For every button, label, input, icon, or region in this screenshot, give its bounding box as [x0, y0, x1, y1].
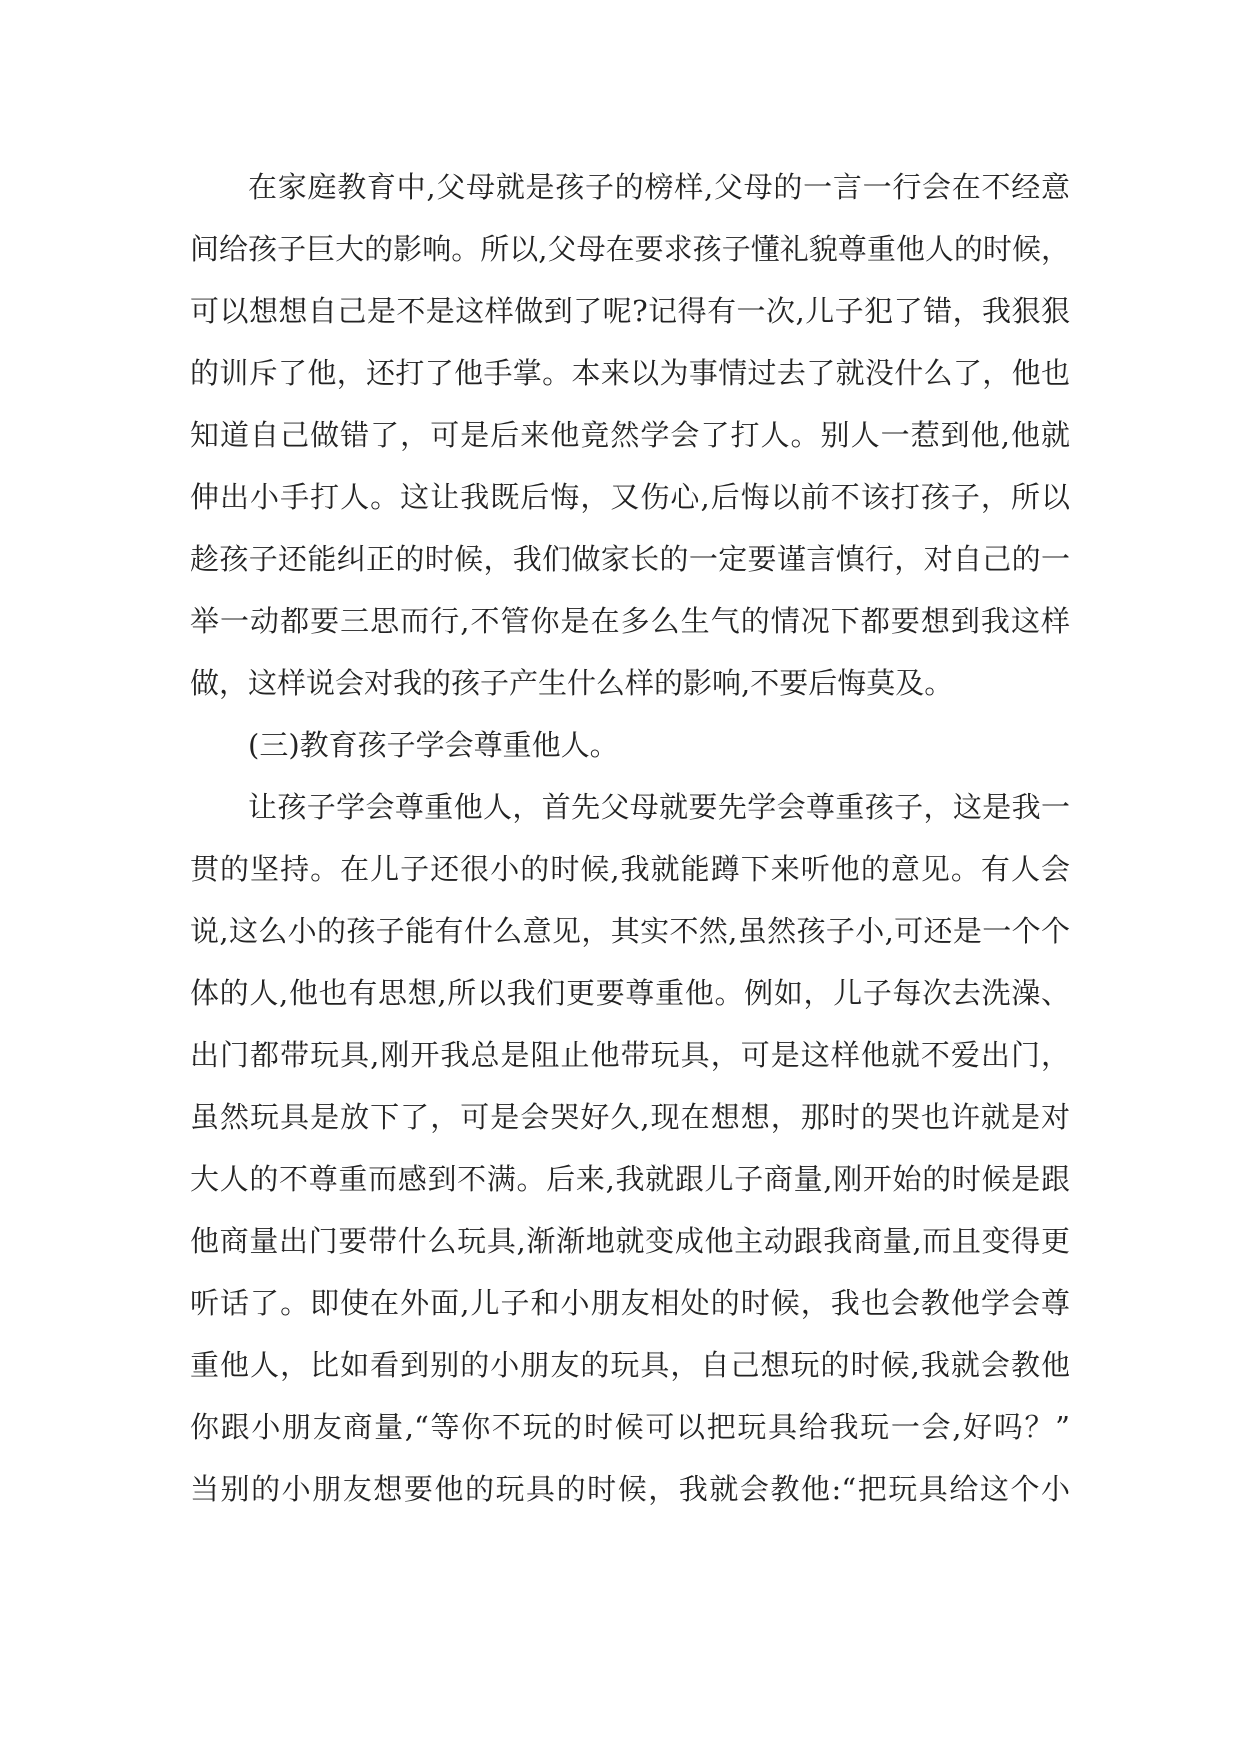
- text-line: 贯的坚持。在儿子还很小的时候,我就能蹲下来听他的意见。有人会: [190, 852, 1070, 886]
- text-line: 在家庭教育中,父母就是孩子的榜样,父母的一言一行会在不经意: [248, 170, 1070, 204]
- text-line: 知道自己做错了，可是后来他竟然学会了打人。别人一惹到他,他就: [190, 418, 1070, 452]
- text-line: 重他人，比如看到别的小朋友的玩具，自己想玩的时候,我就会教他: [190, 1348, 1070, 1382]
- text-line: 让孩子学会尊重他人，首先父母就要先学会尊重孩子，这是我一: [248, 790, 1070, 824]
- text-line: 虽然玩具是放下了，可是会哭好久,现在想想，那时的哭也许就是对: [190, 1100, 1070, 1134]
- text-line: 大人的不尊重而感到不满。后来,我就跟儿子商量,刚开始的时候是跟: [190, 1162, 1070, 1196]
- text-line: 说,这么小的孩子能有什么意见，其实不然,虽然孩子小,可还是一个个: [190, 914, 1070, 948]
- text-line: 举一动都要三思而行,不管你是在多么生气的情况下都要想到我这样: [190, 604, 1070, 638]
- text-line: 你跟小朋友商量,“等你不玩的时候可以把玩具给我玩一会,好吗？”: [190, 1410, 1070, 1444]
- text-line: 可以想想自己是不是这样做到了呢?记得有一次,儿子犯了错，我狠狠: [190, 294, 1070, 328]
- text-line: 的训斥了他，还打了他手掌。本来以为事情过去了就没什么了，他也: [190, 356, 1070, 390]
- text-line: 听话了。即使在外面,儿子和小朋友相处的时候，我也会教他学会尊: [190, 1286, 1070, 1320]
- text-line: 趁孩子还能纠正的时候，我们做家长的一定要谨言慎行，对自己的一: [190, 542, 1070, 576]
- text-line: 体的人,他也有思想,所以我们更要尊重他。例如，儿子每次去洗澡、: [190, 976, 1070, 1010]
- text-line: 间给孩子巨大的影响。所以,父母在要求孩子懂礼貌尊重他人的时候，: [190, 232, 1070, 266]
- text-line: 做，这样说会对我的孩子产生什么样的影响,不要后悔莫及。: [190, 666, 954, 700]
- section-heading: (三)教育孩子学会尊重他人。: [248, 728, 619, 762]
- text-line: 伸出小手打人。这让我既后悔，又伤心,后悔以前不该打孩子，所以: [190, 480, 1070, 514]
- text-line: 出门都带玩具,刚开我总是阻止他带玩具，可是这样他就不爱出门，: [190, 1038, 1070, 1072]
- text-line: 他商量出门要带什么玩具,渐渐地就变成他主动跟我商量,而且变得更: [190, 1224, 1070, 1258]
- text-line: 当别的小朋友想要他的玩具的时候，我就会教他:“把玩具给这个小: [190, 1472, 1070, 1506]
